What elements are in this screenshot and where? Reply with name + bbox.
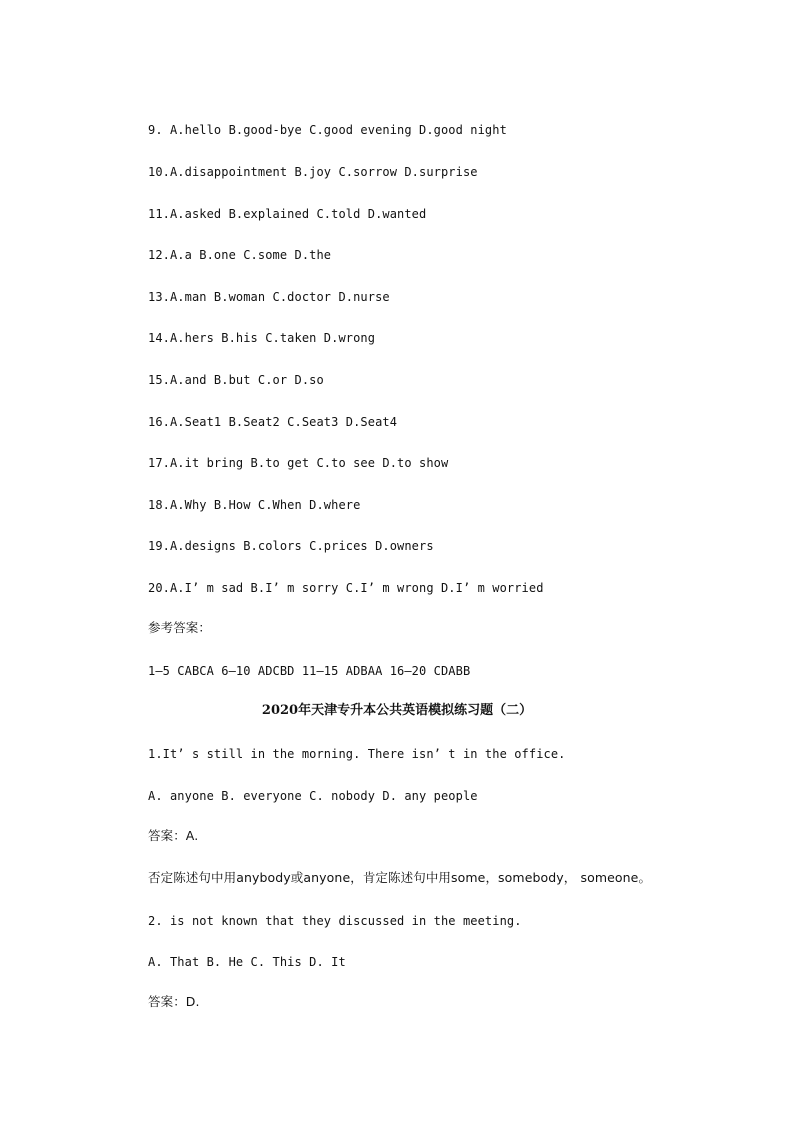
question-9-options: 9. A.hello B.good-bye C.good evening D.good night — [148, 123, 507, 137]
q1-answer: 答案：A. — [148, 828, 199, 843]
question-10-options: 10.A.disappointment B.joy C.sorrow D.surprise — [148, 165, 478, 179]
question-17-options: 17.A.it bring B.to get C.to see D.to show — [148, 456, 449, 470]
question-20-options: 20.A.I’ m sad B.I’ m sorry C.I’ m wrong D.I’ m worried — [148, 581, 544, 595]
question-15-options: 15.A.and B.but C.or D.so — [148, 373, 324, 387]
q2-answer: 答案：D. — [148, 994, 200, 1009]
question-12-options: 12.A.a B.one C.some D.the — [148, 248, 332, 262]
q1-choices: A. anyone B. everyone C. nobody D. any people — [148, 789, 478, 803]
question-18-options: 18.A.Why B.How C.When D.where — [148, 498, 361, 512]
q2-question: 2. is not known that they discussed in the meeting. — [148, 914, 522, 928]
answer-key-label: 参考答案： — [148, 620, 212, 635]
section-title: 2020年天津专升本公共英语模拟练习题（二） — [261, 703, 533, 718]
question-19-options: 19.A.designs B.colors C.prices D.owners — [148, 539, 434, 553]
q1-question: 1.It’ s still in the morning. There isn’ t in the office. — [148, 747, 566, 761]
question-11-options: 11.A.asked B.explained C.told D.wanted — [148, 207, 427, 221]
question-16-options: 16.A.Seat1 B.Seat2 C.Seat3 D.Seat4 — [148, 415, 398, 429]
q2-choices: A. That B. He C. This D. It — [148, 955, 346, 969]
question-13-options: 13.A.man B.woman C.doctor D.nurse — [148, 290, 390, 304]
q1-explanation: 否定陈述句中用anybody或anyone，肯定陈述句中用some，somebody， someone。 — [148, 870, 652, 885]
answer-key: 1—5 CABCA 6—10 ADCBD 11—15 ADBAA 16—20 CDABB — [148, 664, 471, 678]
question-14-options: 14.A.hers B.his C.taken D.wrong — [148, 331, 376, 345]
